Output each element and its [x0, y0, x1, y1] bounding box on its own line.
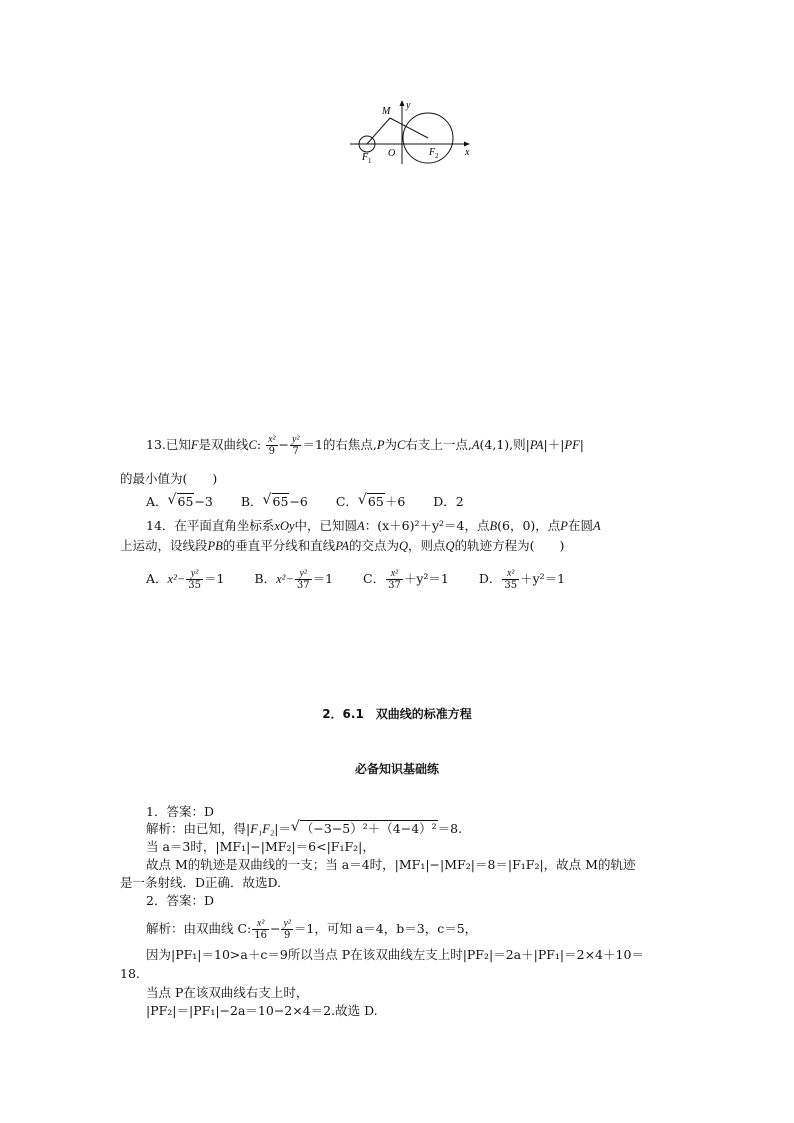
label-o: O: [388, 148, 396, 159]
answer-1-line4: 是一条射线．D正确．故选D.: [120, 875, 282, 890]
q13-fraction-x2-over-9: $\frac{\text{x²}}{9}$: [268, 434, 276, 457]
q14-options: [146, 568, 565, 591]
label-f2-sub: 2: [435, 152, 439, 160]
answer-2-line3: 18.: [120, 966, 140, 981]
q14-option-b: B．x²− $\frac{\text{y²}}{37}$ ＝1: [254, 568, 334, 591]
distance-sqrt: √ （−3−5）²＋（4−4）²: [291, 821, 438, 837]
label-m: M: [382, 106, 391, 117]
y-axis-arrow-icon: [400, 100, 405, 106]
hyperbola-figure: [348, 98, 474, 166]
q13-options: [146, 494, 464, 510]
q13-option-d: D．2: [433, 494, 464, 509]
answer-1-line2: 当 a＝3时，|MF₁|−|MF₂|＝6<|F₁F₂|，: [146, 839, 375, 854]
answer-2-head: 2．答案：D: [146, 893, 214, 908]
q14-option-a: A．x²− $\frac{\text{y²}}{35}$ ＝1: [146, 568, 225, 591]
subsection-title: 必备知识基础练: [354, 762, 439, 776]
q14-line1: 14．在平面直角坐标系xOy中，已知圆A：(x＋6)²＋y²＝4，点B(6，0)，点P在圆A: [146, 518, 601, 533]
answer-1-line3: 故点 M的轨迹是双曲线的一支；当 a＝4时，|MF₁|−|MF₂|＝8＝|F₁F₂|，故点 M的轨迹: [146, 857, 636, 872]
q13-option-b: B．√ 65−6: [241, 494, 308, 509]
x-axis-arrow-icon: [464, 142, 470, 147]
answer-2-line1: 解析：由双曲线 C: $\frac{\text{x²}}{16}$ − $\frac{\text{y²}}{9}$ ＝1，可知 a＝4，b＝3，c＝5，: [146, 918, 478, 941]
label-f1: F: [362, 152, 369, 163]
q14-option-d: D． $\frac{\text{x²}}{35}$ ＋y²＝1: [478, 568, 566, 591]
segment-m-f1: [367, 118, 390, 144]
label-f1-sub: 1: [368, 157, 372, 165]
label-f2: F: [429, 147, 436, 158]
answer-2-line4: 当点 P在该双曲线右支上时，: [146, 985, 309, 1000]
q13-option-c: C．√ 65＋6: [336, 494, 405, 509]
answer-2-line5: |PF₂|＝|PF₁|−2a＝10−2×4＝2.故选 D.: [146, 1003, 378, 1018]
answer-1-head: 1．答案：D: [146, 804, 214, 819]
q13-line2: 的最小值为( ): [120, 471, 218, 486]
q14-option-c: C． $\frac{\text{x²}}{37}$ ＋y²＝1: [363, 568, 449, 591]
label-x: x: [465, 147, 470, 158]
q13-fraction-y2-over-7: $\frac{\text{y²}}{7}$: [292, 434, 300, 457]
q13-option-a: A．√ 65−3: [146, 494, 213, 509]
answer-2-line2: 因为|PF₁|＝10>a＋c＝9所以当点 P在该双曲线左支上时|PF₂|＝2a＋|PF₁|＝2×4＋10＝: [146, 947, 644, 962]
answer-1-line1: 解析：由已知，得|F₁F₂|＝√ （−3−5）²＋（4−4）²＝8.: [146, 821, 462, 837]
label-y: y: [406, 100, 411, 111]
q13-line1: 13.已知F是双曲线C: $\frac{\text{x²}}{9}$ − $\frac{\text{y²}}{7}$ ＝1的右焦点,P为C右支上一点,A(4,1),则|PA|＋|PF|: [146, 434, 584, 457]
q14-line2: 上运动，设线段PB的垂直平分线和直线PA的交点为Q，则点Q的轨迹方程为( ): [120, 538, 565, 553]
section-title: 2．6.1 双曲线的标准方程: [322, 707, 472, 721]
